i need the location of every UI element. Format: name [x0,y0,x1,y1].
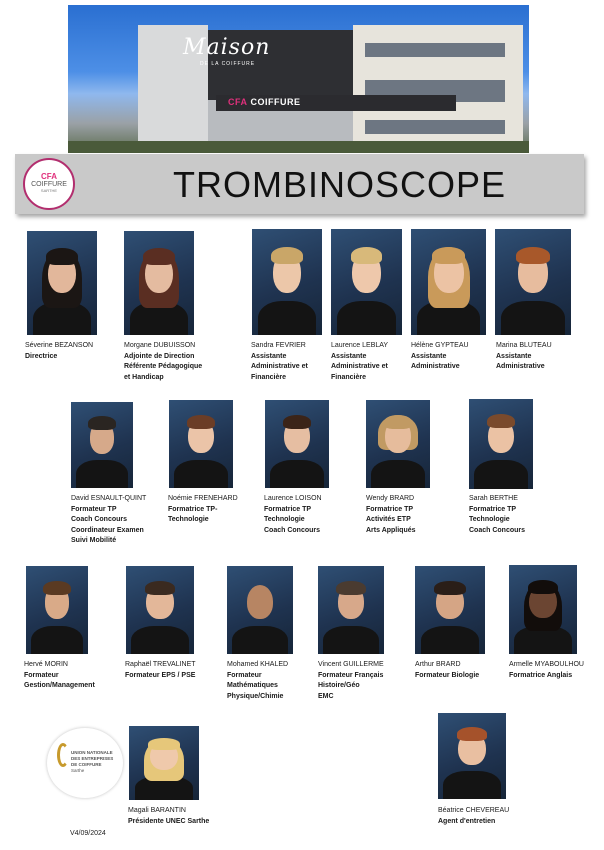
staff-caption [318,660,384,702]
version-label: V4/09/2024 [70,830,106,837]
staff-name: Morgane DUBUISSON [124,342,196,349]
staff-caption [124,341,202,383]
portrait-hair-top [432,247,466,264]
building-photo [68,5,529,153]
portrait-torso [131,626,188,654]
portrait-hair-top [457,727,487,741]
staff-name: Béatrice CHEVEREAU [438,807,510,814]
staff-photo [469,399,533,489]
portrait-hair-top [46,248,77,265]
building-right-wing [353,25,523,150]
staff-photo [366,400,430,488]
staff-name: Mohamed KHALED [227,661,289,668]
staff-caption [227,660,288,702]
staff-name: Sarah BERTHE [469,495,518,502]
portrait-hair-top [43,581,71,595]
portrait-hair-top [88,416,116,430]
staff-role: Assistante Administrative [496,352,545,370]
staff-name: Sandra FEVRIER [251,342,306,349]
building-sign-sub: DE LA COIFFURE [200,61,256,67]
portrait-hair-top [487,414,516,428]
staff-caption [366,494,416,536]
staff-caption [71,494,146,547]
staff-role: Présidente UNEC Sarthe [128,817,210,825]
portrait-hair-top [271,247,302,264]
staff-photo [26,566,88,654]
staff-name: Hélène GYPTEAU [411,342,469,349]
staff-role: Formateur EPS / PSE [125,671,196,679]
staff-name: Séverine BEZANSON [25,342,94,349]
staff-photo [124,231,194,335]
unec-sub: Sarthe [71,768,85,773]
staff-photo [27,231,97,335]
staff-role: Assistante Administrative et Financière [331,352,388,381]
portrait-hair-top [336,581,366,595]
portrait-torso [232,626,287,654]
ground-hedge [68,141,529,153]
staff-photo [252,229,322,335]
staff-name: Vincent GUILLERME [318,661,384,668]
staff-caption [496,341,552,373]
staff-role: Adjointe de Direction Référente Pédagogique et Handicap [124,352,203,381]
staff-name: Laurence LEBLAY [331,342,389,349]
logo-coiffure-text: COIFFURE [31,181,67,188]
staff-caption [24,660,95,692]
staff-role: Formatrice TP Technologie Coach Concours [469,505,526,534]
portrait-hair-top [516,247,550,264]
staff-caption [125,660,196,681]
strip-brand: CFA [228,97,248,107]
staff-role: Formateur Biologie [415,671,480,679]
portrait-face [247,585,273,618]
staff-caption [128,806,209,827]
portrait-torso [174,460,228,488]
staff-caption [25,341,93,362]
portrait-torso [501,301,565,335]
portrait-torso [474,460,528,489]
staff-photo [129,726,199,800]
staff-role: Agent d'entretien [438,817,496,825]
page-title: TROMBINOSCOPE [173,164,507,205]
logo-cfa-text: CFA [41,172,57,181]
portrait-torso [258,301,317,335]
staff-name: Armelle MYABOULHOU [509,661,584,668]
staff-name: Raphaël TREVALINET [125,661,196,668]
staff-role: Formatrice TP- Technologie [168,505,218,523]
portrait-hair-top [187,415,216,429]
staff-caption [411,341,469,373]
staff-role: Formateur Gestion/Management [24,671,95,689]
title-banner [15,154,584,214]
staff-caption [331,341,388,383]
staff-caption [438,806,509,827]
staff-photo [265,400,329,488]
staff-role: Directrice [25,352,58,360]
staff-role: Formatrice Anglais [509,671,573,679]
portrait-hair-top [528,580,558,594]
staff-caption [469,494,525,536]
staff-name: Magali BARANTIN [128,807,186,814]
staff-role: Formatrice TP Activités ETP Arts Appliqués [366,505,416,534]
portrait-torso [443,771,500,799]
staff-photo [411,229,486,335]
staff-name: Noémie FRENEHARD [168,495,238,502]
staff-name: Laurence LOISON [264,495,322,502]
staff-photo [169,400,233,488]
portrait-torso [31,626,83,654]
portrait-torso [337,301,397,335]
portrait-torso [76,460,128,488]
logo-sarthe-text: SARTHE [40,188,58,193]
portrait-hair-top [148,738,179,750]
building-strip-text [228,97,301,107]
staff-role: Formateur TP Coach Concours Coordinateur Examen Suivi Mobilité [71,505,144,544]
staff-name: David ESNAULT-QUINT [71,495,147,502]
staff-role: Formatrice TP Technologie Coach Concours [264,505,321,534]
portrait-hair-top [434,581,465,595]
staff-name: Wendy BRARD [366,495,415,502]
staff-role: Assistante Administrative et Financière [251,352,308,381]
staff-role: Formateur Mathématiques Physique/Chimie [227,671,284,700]
staff-name: Marina BLUTEAU [496,342,552,349]
staff-photo [71,402,133,488]
staff-name: Arthur BRARD [415,661,461,668]
portrait-hair-top [143,248,174,265]
staff-photo [227,566,293,654]
staff-caption [168,494,238,526]
strip-word: COIFFURE [250,97,301,107]
portrait-hair-top [145,581,175,595]
cfa-logo [23,158,75,210]
unec-name: UNION NATIONALE DES ENTREPRISES DE COIFFURE [71,750,114,767]
staff-photo [415,566,485,654]
staff-photo [126,566,194,654]
portrait-torso [323,626,378,654]
staff-role: Formateur Français Histoire/Géo EMC [318,671,384,700]
unec-logo-text [71,750,121,774]
building-sign: Maison [183,35,271,60]
staff-name: Hervé MORIN [24,661,68,668]
staff-photo [495,229,571,335]
staff-caption [509,660,584,681]
portrait-hair-top [283,415,312,429]
portrait-torso [270,460,324,488]
portrait-torso [371,460,425,488]
portrait-torso [421,626,480,654]
staff-caption [264,494,322,536]
staff-photo [438,713,506,799]
unec-logo [47,728,123,798]
unec-mark-icon [57,743,69,767]
staff-caption [251,341,308,383]
portrait-hair-top [384,415,413,429]
portrait-hair-top [351,247,383,264]
staff-photo [331,229,402,335]
staff-photo [318,566,384,654]
staff-caption [415,660,479,681]
staff-role: Assistante Administrative [411,352,460,370]
staff-photo [509,565,577,654]
